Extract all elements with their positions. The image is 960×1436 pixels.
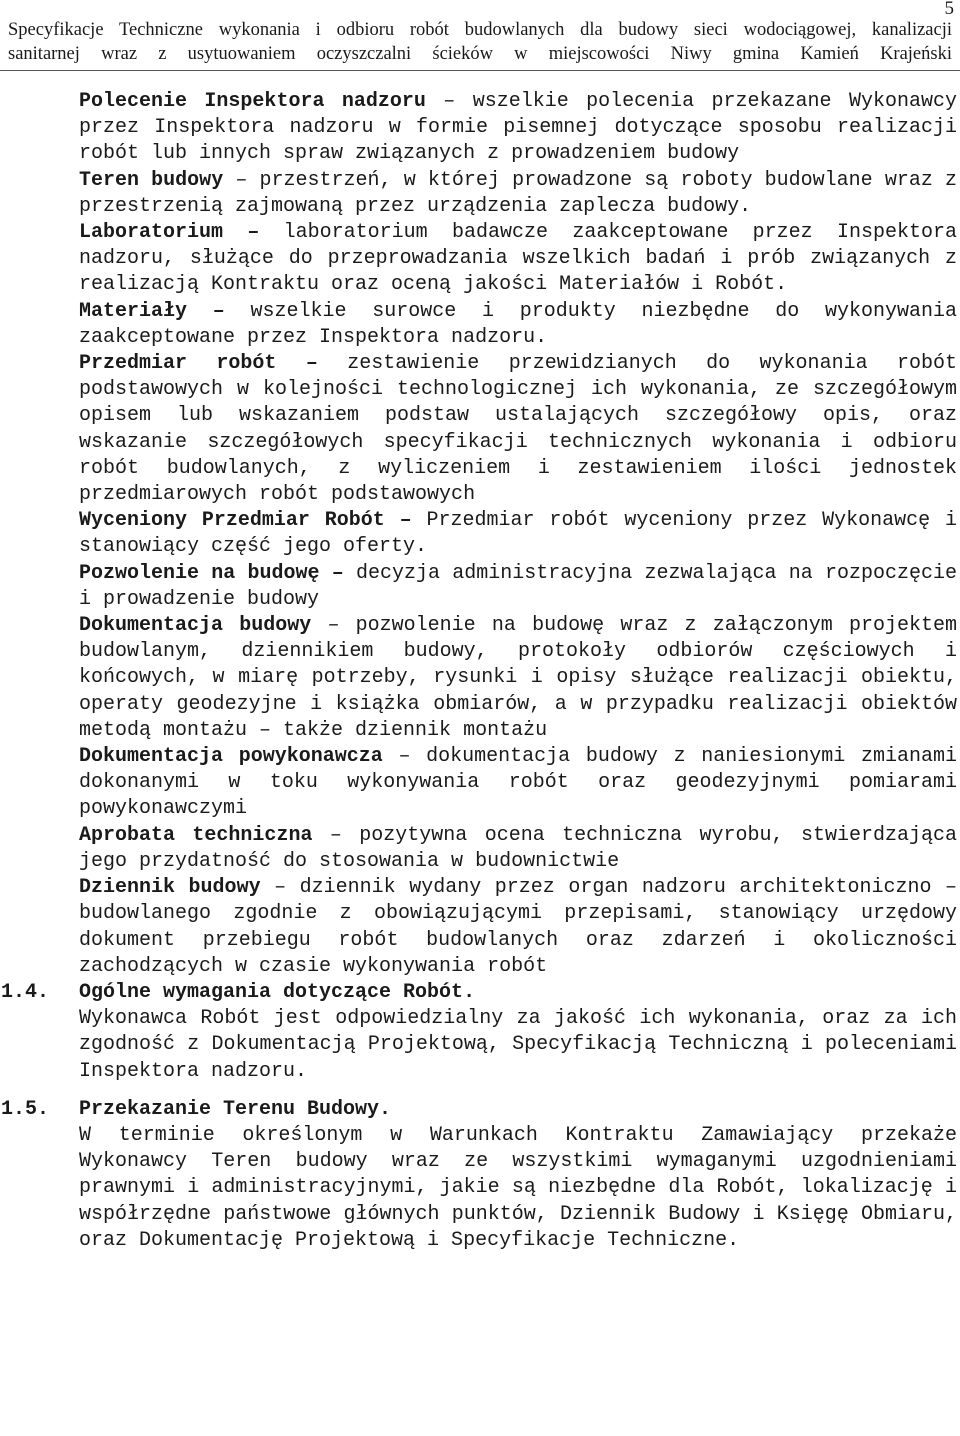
definition-text: zestawienie przewidzianych do wykonania robót podstawowych w kolejności technologicznej ich wykonania, ze szczegółowym opisem lub wskazaniem podstaw ustalających szczegółowy opis, oraz wskazanie szczegółowych specyfikacji technicznych wykonania i odbioru robót budowlanych, z wyliczeniem i zestawieniem ilości jednostek przedmiarowych robót podstawowych — [79, 352, 957, 507]
definition-text: – przestrzeń, w której prowadzone są roboty budowlane wraz z przestrzenią zajmowaną przez urządzenia zaplecza budowy. — [79, 168, 957, 218]
definition-text: – pozwolenie na budowę wraz z załączonym projektem budowlanym, dziennikiem budowy, protokoły odbiorów częściowych i końcowych, w miarę potrzeby, rysunki i opisy służące realizacji obiektu, operaty geodezyjne i książka obmiarów, a w przypadku realizacji obiektów metodą montażu – także dziennik montażu — [79, 614, 957, 742]
section-1-5 — [1, 1097, 957, 1254]
definition-term: Przedmiar robót – — [79, 352, 318, 376]
definition-term: Teren budowy — [79, 168, 224, 192]
definition-text: – dziennik wydany przez organ nadzoru architektoniczno – budowlanego zgodnie z obowiązującymi przepisami, stanowiący urzędowy dokument przebiegu robót budowlanych oraz zdarzeń i okoliczności zachodzących w czasie wykonywania robót — [79, 876, 957, 978]
section-body: W terminie określonym w Warunkach Kontraktu Zamawiający przekaże Wykonawcy Teren budowy wraz ze wszystkimi wymaganymi uzgodnieniami prawnymi i administracyjnymi, jakie są niezbędne dla Robót, lokalizację i współrzędne państwowe głównych punktów, Dziennik Budowy i Księgę Obmiaru, oraz Dokumentację Projektową i Specyfikacje Techniczne. — [79, 1123, 957, 1252]
definition-term: Wyceniony Przedmiar Robót – — [79, 509, 412, 533]
section-title: Przekazanie Terenu Budowy. — [79, 1097, 392, 1121]
section-number: 1.4. — [1, 980, 50, 1004]
section-spacer — [79, 1085, 957, 1097]
header-line-1: Specyfikacje Techniczne wykonania i odbioru robót budowlanych dla budowy sieci wodociągowej, kanalizacji — [8, 20, 952, 40]
definition-term: Dokumentacja powykonawcza — [79, 745, 383, 769]
section-number: 1.5. — [1, 1097, 50, 1121]
document-body — [1, 89, 957, 1254]
definition-item — [79, 613, 957, 744]
document-header — [8, 18, 952, 66]
definition-item — [79, 561, 957, 613]
definition-item — [79, 299, 957, 351]
definition-text: decyzja administracyjna zezwalająca na rozpoczęcie i prowadzenie budowy — [79, 561, 957, 611]
definition-item — [79, 823, 957, 875]
definition-text: – pozytywna ocena techniczna wyrobu, stwierdzająca jego przydatność do stosowania w budownictwie — [79, 823, 957, 873]
definition-term: Aprobata techniczna — [79, 823, 313, 847]
definition-term: Laboratorium – — [79, 221, 260, 245]
definition-item — [79, 875, 957, 980]
definition-text: – dokumentacja budowy z naniesionymi zmianami dokonanymi w toku wykonywania robót oraz geodezyjnymi pomiarami powykonawczymi — [79, 745, 957, 821]
definition-text: Przedmiar robót wyceniony przez Wykonawcę i stanowiący część jego oferty. — [79, 509, 957, 559]
definition-item — [79, 508, 957, 560]
header-line-2: sanitarnej wraz z usytuowaniem oczyszczalni ścieków w miejscowości Niwy gmina Kamień Krajeński — [8, 44, 952, 64]
definition-text: laboratorium badawcze zaakceptowane przez Inspektora nadzoru, służące do przeprowadzania wszelkich badań i prób związanych z realizacją Kontraktu oraz oceną jakości Materiałów i Robót. — [79, 221, 957, 297]
section-1-4 — [1, 980, 957, 1085]
definition-item — [79, 168, 957, 220]
section-body: Wykonawca Robót jest odpowiedzialny za jakość ich wykonania, oraz za ich zgodność z Dokumentacją Projektową, Specyfikacją Techniczną i poleceniami Inspektora nadzoru. — [79, 1007, 957, 1083]
definition-item — [79, 89, 957, 168]
definition-term: Dokumentacja budowy — [79, 614, 312, 638]
definition-text: – wszelkie polecenia przekazane Wykonawcy przez Inspektora nadzoru w formie pisemnej dotyczące sposobu realizacji robót lub innych spraw związanych z prowadzeniem budowy — [79, 90, 957, 166]
header-divider — [0, 70, 960, 71]
definition-term: Pozwolenie na budowę – — [79, 561, 344, 585]
definition-term: Materiały – — [79, 299, 225, 323]
definition-text: wszelkie surowce i produkty niezbędne do wykonywania zaakceptowane przez Inspektora nadzoru. — [79, 299, 957, 349]
definition-item — [79, 220, 957, 299]
definition-term: Polecenie Inspektora nadzoru — [79, 90, 426, 113]
definition-item — [79, 744, 957, 823]
section-title: Ogólne wymagania dotyczące Robót. — [79, 980, 476, 1004]
definition-term: Dziennik budowy — [79, 876, 261, 900]
page-number: 5 — [944, 0, 954, 19]
definition-item — [79, 351, 957, 508]
